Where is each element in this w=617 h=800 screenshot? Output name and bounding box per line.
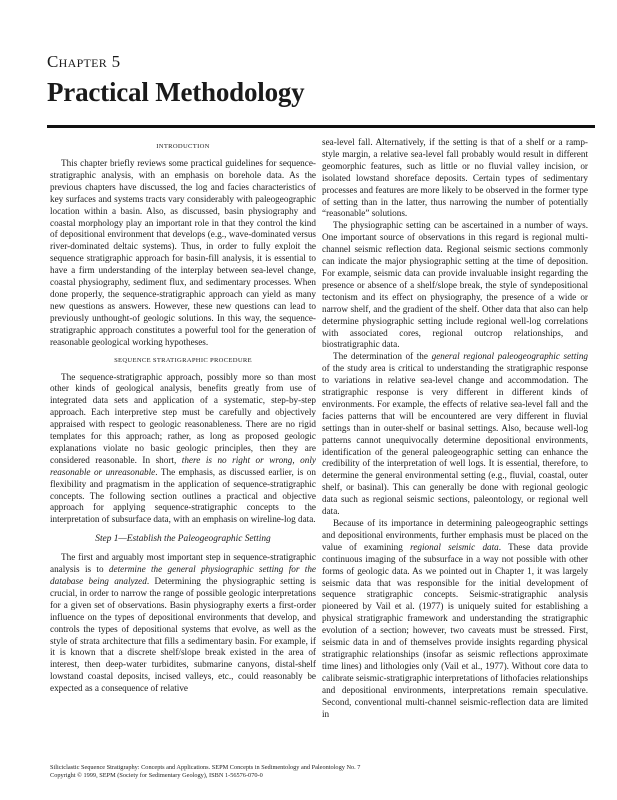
continuation-paragraph: sea-level fall. Alternatively, if the setting is that of a shelf or a ramp-style margin, a relative sea-level fall probably would result in different geomorphic features, such as little or no fluvial valley incision, or isolated lowstand shoreface deposits. Certain types of sedimentary processes and features are more likely to be observed in the former type of setting than in the latter, thus narrowing the number of potentially “reasonable” solutions. — [322, 137, 588, 219]
intro-paragraph: This chapter briefly reviews some practical guidelines for sequence-stratigraphic analysis, with an emphasis on borehole data. As the previous chapters have discussed, the log and facies characteristics of key surfaces and systems tracts vary considerably with paleogeographic location within a basin. Also, as discussed, basin physiography and coastal morphology play an important role in that they control the kind of depositional environment that develops (e.g., wave-dominated versus river-dominated deltaic systems). Thus, in order to fully exploit the sequence stratigraphic approach for basin-fill analysis, it is essential to have a firm understanding of the interplay between sea-level change, coastal physiography, sediment flux, and sedimentary processes. When done properly, the sequence-stratigraphic approach can yield as many new questions as answers. However, these new questions can lead to previously unthought-of geologic solutions. In this way, the sequence-stratigraphic approach constitutes a powerful tool for the generation of reasonable geological working hypotheses. — [50, 158, 316, 347]
paleogeographic-paragraph: The determination of the general regional paleogeographic setting of the study area is critical to understanding the stratigraphic response to variations in relative sea-level change and accommodation. The stratigraphic response is very different in different kinds of environments. For example, the effects of relative sea-level fall and the facies patterns that will be encountered are very different in fluvial settings than in outer-shelf or basinal settings. Also, because well-log patterns cannot unequivocally determine depositional environments, identification of the general paleogeographic setting can enhance the credibility of the interpretation of well logs. It is essential, therefore, to determine the general environmental setting (e.g., fluvial, coastal, outer shelf, or basinal). This can generally be done with regional geologic data such as regional seismic sections, paleontology, or regional well data. — [322, 351, 589, 517]
footer-citation: Siliciclastic Sequence Stratigraphy: Concepts and Applications. SEPM Concepts in Sedimentology and Paleontology No. 7 — [50, 764, 361, 771]
left-column — [50, 139, 316, 695]
step1-heading: Step 1—Establish the Paleogeographic Setting — [95, 534, 271, 545]
right-column — [322, 137, 588, 720]
introduction-heading: INTRODUCTION — [156, 143, 210, 150]
step1-paragraph: The first and arguably most important step in sequence-stratigraphic analysis is to determine the general physiographic setting for the database being analyzed. Determining the physiographic setting is crucial, in order to narrow the range of possible geologic interpretations for a given set of observations. Basin physiography exerts a first-order influence on the types of depositional environments that develop, and controls the types of depositional systems that evolve, as well as the style of strata architecture that fills a sedimentary basin. For example, if it is known that a discrete shelf/slope break existed in the area of interest, then deep-water turbidites, submarine canyons, distal-shelf lowstand coastal deposits, incised valleys, etc., could reasonably be expected as a consequence of relative — [50, 552, 317, 694]
chapter-label: Chapter 5 — [47, 52, 121, 71]
procedure-heading: SEQUENCE STRATIGRAPHIC PROCEDURE — [114, 356, 252, 364]
procedure-paragraph: The sequence-stratigraphic approach, possibly more so than most other kinds of geological analysis, benefits greatly from use of integrated data sets and application of a systematic, step-by-step approach. Each interpretive step must be carefully and objectively appraised with respect to geologic reasonableness. There are no rigid templates for this approach; rather, as long as proposed geologic explanations violate no basic geologic principles, then they are considered reasonable. In short, there is no right or wrong, only reasonable or unreasonable. The emphasis, as discussed earlier, is on flexibility and pragmatism in the application of sequence-stratigraphic concepts. The following section outlines a practical and objective approach for applying sequence-stratigraphic concepts to the interpretation of subsurface data, with an emphasis on wireline-log data. — [50, 371, 316, 525]
title-rule — [47, 125, 595, 128]
seismic-paragraph: Because of its importance in determining paleogeographic settings and depositional environments, further emphasis must be placed on the value of examining regional seismic data. These data provide continuous imaging of the subsurface in a way not possible with other forms of geologic data. As we pointed out in Chapter 1, it was largely seismic data that was responsible for the initial development of sequence stratigraphic concepts. Seismic-stratigraphic analysis pioneered by Vail et al. (1977) is uniquely suited for establishing a physical stratigraphic framework and understanding the stratigraphic evolution of a section; however, two caveats must be stressed. First, seismic data in and of themselves provide insights regarding physical stratigraphic relationships (insofar as seismic reflections approximate time lines) and lithologies only (Vail et al., 1977). Without core data to calibrate seismic-stratigraphic interpretations of lithofacies relationships and depositional environments, interpretations remain speculative. Second, conventional multi-channel seismic-reflection data are limited in — [322, 518, 588, 719]
page-footer — [50, 764, 360, 780]
chapter-title: Practical Methodology — [47, 77, 305, 107]
physiographic-paragraph: The physiographic setting can be ascertained in a number of ways. One important source of observations in this regard is regional multi-channel seismic reflection data. Regional seismic sections commonly can indicate the major physiographic setting at the time of deposition. For example, seismic data can provide invaluable insight regarding the presence or absence of a shelf/slope break, the style of syndepositional tectonism and its effect on physiography, the presence of a wide or narrow shelf, and the gradient of the shelf. Other data that also can help determine physiographic setting include regional well-log correlations with associated cores, regional outcrop relationships, and biostratigraphic data. — [322, 220, 588, 350]
footer-copyright: Copyright © 1999, SEPM (Society for Sedimentary Geology), ISBN 1-56576-070-0 — [50, 772, 263, 779]
